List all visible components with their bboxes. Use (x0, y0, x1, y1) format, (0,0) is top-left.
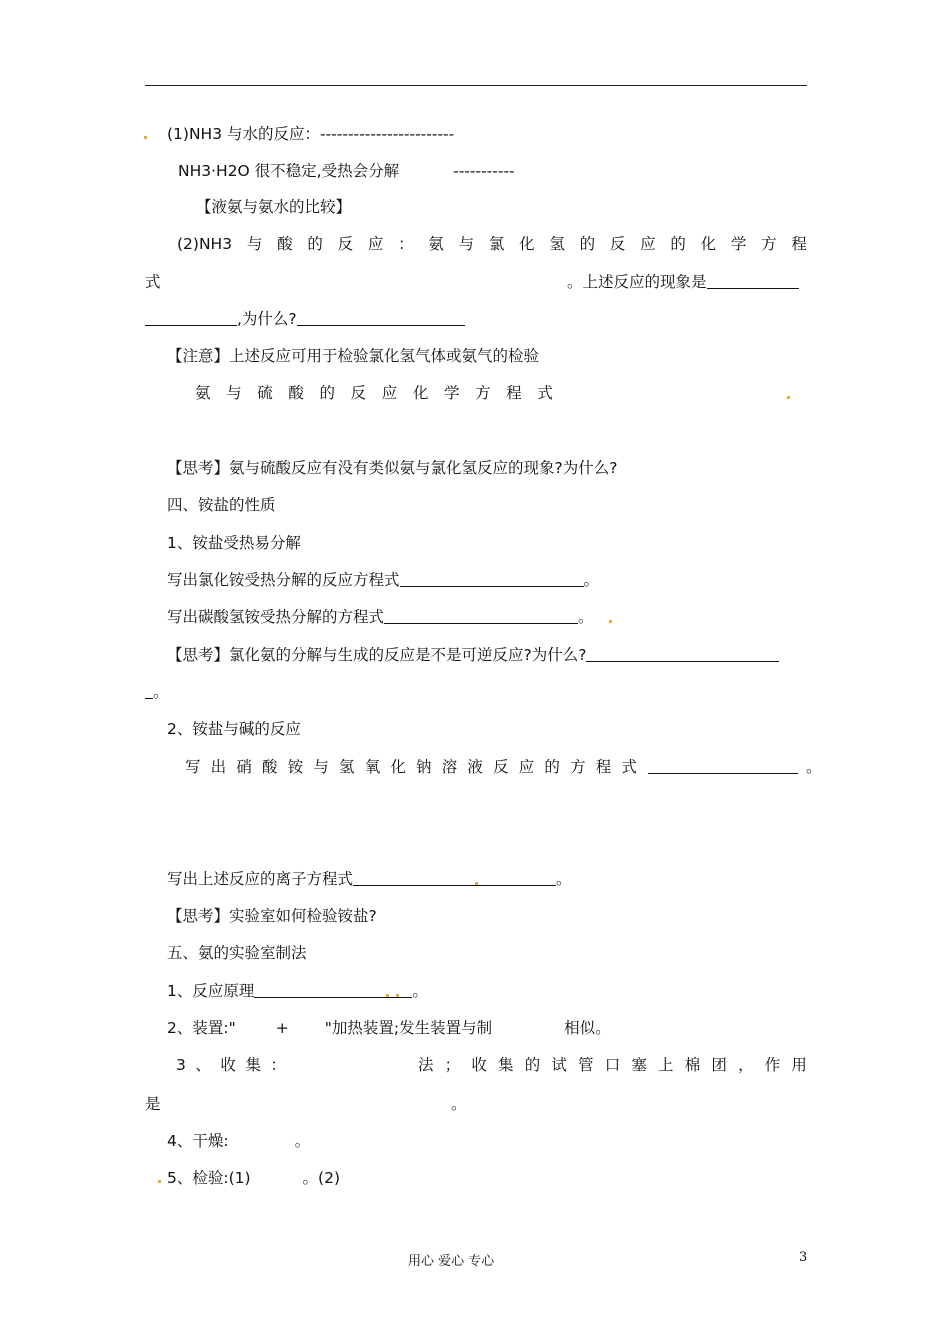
answer-blank[interactable] (586, 645, 779, 662)
nh4cl-decomposition-prompt (167, 570, 599, 590)
test-text: 5、检验:(1) (167, 1169, 251, 1187)
text-char: ； (444, 1056, 461, 1074)
text-char: 应 (381, 384, 398, 402)
answer-blank[interactable] (353, 869, 556, 886)
text-char: 管 (578, 1056, 594, 1074)
text-char: 氢 (549, 235, 565, 253)
text-char: 收 (220, 1056, 236, 1074)
test-line (167, 1168, 340, 1188)
text-char: 氨 (428, 235, 444, 253)
why-text: ?为什么? (523, 646, 587, 664)
phenomenon-prompt (567, 272, 799, 292)
note-hcl-test: 【注意】上述反应可用于检验氯化氢气体或氨气的检验 (167, 347, 540, 365)
answer-blank[interactable] (297, 309, 465, 326)
text-char: 程 (595, 758, 612, 776)
nh4cl-text: 写出氯化铵受热分解的反应方程式 (167, 571, 400, 589)
text-char: 应 (518, 758, 535, 776)
text-char: 与 (246, 235, 263, 253)
text-char: 学 (444, 384, 460, 402)
text-char: 式 (621, 758, 637, 776)
ammonium-base-reaction: 2、铵盐与碱的反应 (167, 720, 301, 738)
section-lab-preparation: 五、氨的实验室制法 (167, 944, 307, 962)
section-liquid-ammonia-compare: 【液氨与氨水的比较】 (196, 198, 352, 216)
text-char: 的 (524, 1056, 541, 1074)
text-char: ： (398, 235, 414, 253)
text-char: 、 (195, 1056, 211, 1074)
text-char: 集 (245, 1056, 261, 1074)
text-char: 学 (730, 235, 747, 253)
text-char: 反 (337, 235, 354, 253)
apparatus-text: 2、装置:" (167, 1019, 236, 1037)
ammonia-sulfuric-acid-line (195, 383, 553, 403)
nh4no3-naoh-line (185, 757, 637, 777)
apparatus-line (167, 1018, 611, 1038)
text-char: 氯 (488, 235, 505, 253)
section-ammonium-salt-properties: 四、铵盐的性质 (167, 496, 276, 514)
phenomenon-text: 。上述反应的现象是 (567, 273, 707, 291)
why-prompt (145, 309, 465, 329)
answer-blank[interactable] (145, 309, 237, 326)
text-char: 出 (210, 758, 227, 776)
text-char: 方 (761, 235, 777, 253)
text-char: 液 (467, 758, 483, 776)
answer-blank[interactable] (400, 570, 584, 587)
text-char: ， (738, 1056, 754, 1074)
text-char: 硫 (257, 384, 273, 402)
drying-line (167, 1131, 310, 1151)
function-char: 是 (145, 1095, 161, 1113)
text-char: 钠 (416, 758, 432, 776)
ionic-equation-prompt (167, 869, 572, 889)
page-number: 3 (799, 1250, 808, 1265)
text-char: 硝 (236, 758, 252, 776)
ionic-text: 写出上述反应的离子方程式 (167, 870, 354, 888)
nh3-h2o-text: NH3·H2O 很不稳定,受热会分解 (178, 162, 400, 180)
apparatus-heat-text: "加热装置;发生装置与制 (324, 1019, 493, 1037)
marker-dot (787, 396, 790, 399)
period: 。 (451, 1095, 467, 1113)
test-second: 。(2) (302, 1169, 341, 1187)
text-char: 化 (519, 235, 535, 253)
period: 。 (153, 683, 169, 701)
answer-blank[interactable] (707, 272, 799, 289)
text-char: 溶 (441, 758, 458, 776)
text-char: 写 (185, 758, 201, 776)
text-char: 化 (700, 235, 717, 253)
text-char: 应 (367, 235, 384, 253)
text-char: 氧 (364, 758, 381, 776)
text-char: 酸 (288, 384, 304, 402)
text-char: 集 (498, 1056, 514, 1074)
text-char: ： (270, 1056, 286, 1074)
text-char: 与 (313, 758, 329, 776)
marker-dot (144, 136, 147, 139)
text-char: 氨 (195, 384, 211, 402)
nh3-water-reaction: (1)NH3 与水的反应：------------------------ (167, 125, 455, 143)
nh3-h2o-decomposition (178, 161, 515, 181)
period: 。 (583, 571, 600, 589)
answer-blank[interactable] (384, 607, 578, 624)
text-char: 试 (551, 1056, 567, 1074)
marker-dot (396, 994, 399, 997)
text-char: 用 (791, 1056, 807, 1074)
think-text: 【思考】氯化氨的分解与生成的反应是不是可逆反应 (167, 646, 524, 664)
period: 。 (412, 982, 428, 1000)
text-char: 的 (319, 384, 336, 402)
text-char: 团 (711, 1056, 727, 1074)
text-char: 棉 (684, 1056, 701, 1074)
text-char: 的 (307, 235, 323, 253)
text-char: 酸 (262, 758, 278, 776)
marker-dot (609, 620, 612, 623)
formula-char: 式 (145, 273, 161, 291)
text-char: 3 (176, 1056, 186, 1074)
think-reversible-reaction (167, 645, 779, 665)
ammonium-thermal-decomposition: 1、铵盐受热易分解 (167, 534, 301, 552)
period: 。 (806, 758, 822, 776)
answer-blank[interactable] (145, 682, 153, 699)
text-char: 方 (570, 758, 586, 776)
nh4hco3-decomposition-prompt (167, 607, 594, 627)
footer-slogan: 用心 爱心 专心 (408, 1254, 495, 1269)
header-rule (145, 85, 807, 86)
continued-blank (145, 682, 169, 702)
think-test-ammonium: 【思考】实验室如何检验铵盐? (167, 907, 377, 925)
text-char: 反 (609, 235, 626, 253)
plus-sign: + (275, 1019, 289, 1037)
principle-text: 1、反应原理 (167, 982, 255, 1000)
period: 。 (294, 1132, 311, 1150)
text-char: 的 (579, 235, 596, 253)
reaction-principle (167, 981, 428, 1001)
dash-blank: ----------- (453, 162, 515, 180)
text-char: (2)NH3 (177, 235, 233, 253)
similar-text: 相似。 (564, 1019, 611, 1037)
collection-method-line (418, 1055, 807, 1075)
text-char: 的 (544, 758, 560, 776)
answer-blank[interactable] (648, 757, 798, 774)
text-char: 法 (418, 1056, 434, 1074)
text-char: 上 (658, 1056, 674, 1074)
text-char: 酸 (277, 235, 293, 253)
text-char: 氢 (339, 758, 355, 776)
text-char: 程 (506, 384, 522, 402)
period: 。 (556, 870, 572, 888)
text-char: 方 (475, 384, 491, 402)
collection-label (176, 1055, 286, 1075)
text-char: 与 (458, 235, 475, 253)
text-char: 收 (471, 1056, 487, 1074)
text-char: 塞 (631, 1056, 647, 1074)
text-char: 式 (537, 384, 553, 402)
text-char: 与 (226, 384, 242, 402)
think-sulfuric-acid: 【思考】氨与硫酸反应有没有类似氨与氯化氢反应的现象?为什么? (167, 459, 618, 477)
text-char: 作 (764, 1056, 781, 1074)
text-char: 的 (670, 235, 686, 253)
marker-dot (158, 1180, 161, 1183)
text-char: 程 (791, 235, 807, 253)
period: 。 (578, 608, 594, 626)
nh4no3-answer (648, 757, 822, 777)
text-char: 反 (493, 758, 509, 776)
why-text: ,为什么? (237, 310, 297, 328)
marker-dot (386, 994, 389, 997)
drying-text: 4、干燥: (167, 1132, 229, 1150)
text-char: 铵 (287, 758, 304, 776)
nh3-acid-reaction-line (145, 234, 807, 254)
marker-dot (475, 882, 478, 885)
text-char: 反 (350, 384, 367, 402)
text-char: 化 (412, 384, 429, 402)
text-char: 化 (390, 758, 406, 776)
text-char: 口 (604, 1056, 621, 1074)
text-char: 应 (640, 235, 656, 253)
nh4hco3-text: 写出碳酸氢铵受热分解的方程式 (167, 608, 385, 626)
